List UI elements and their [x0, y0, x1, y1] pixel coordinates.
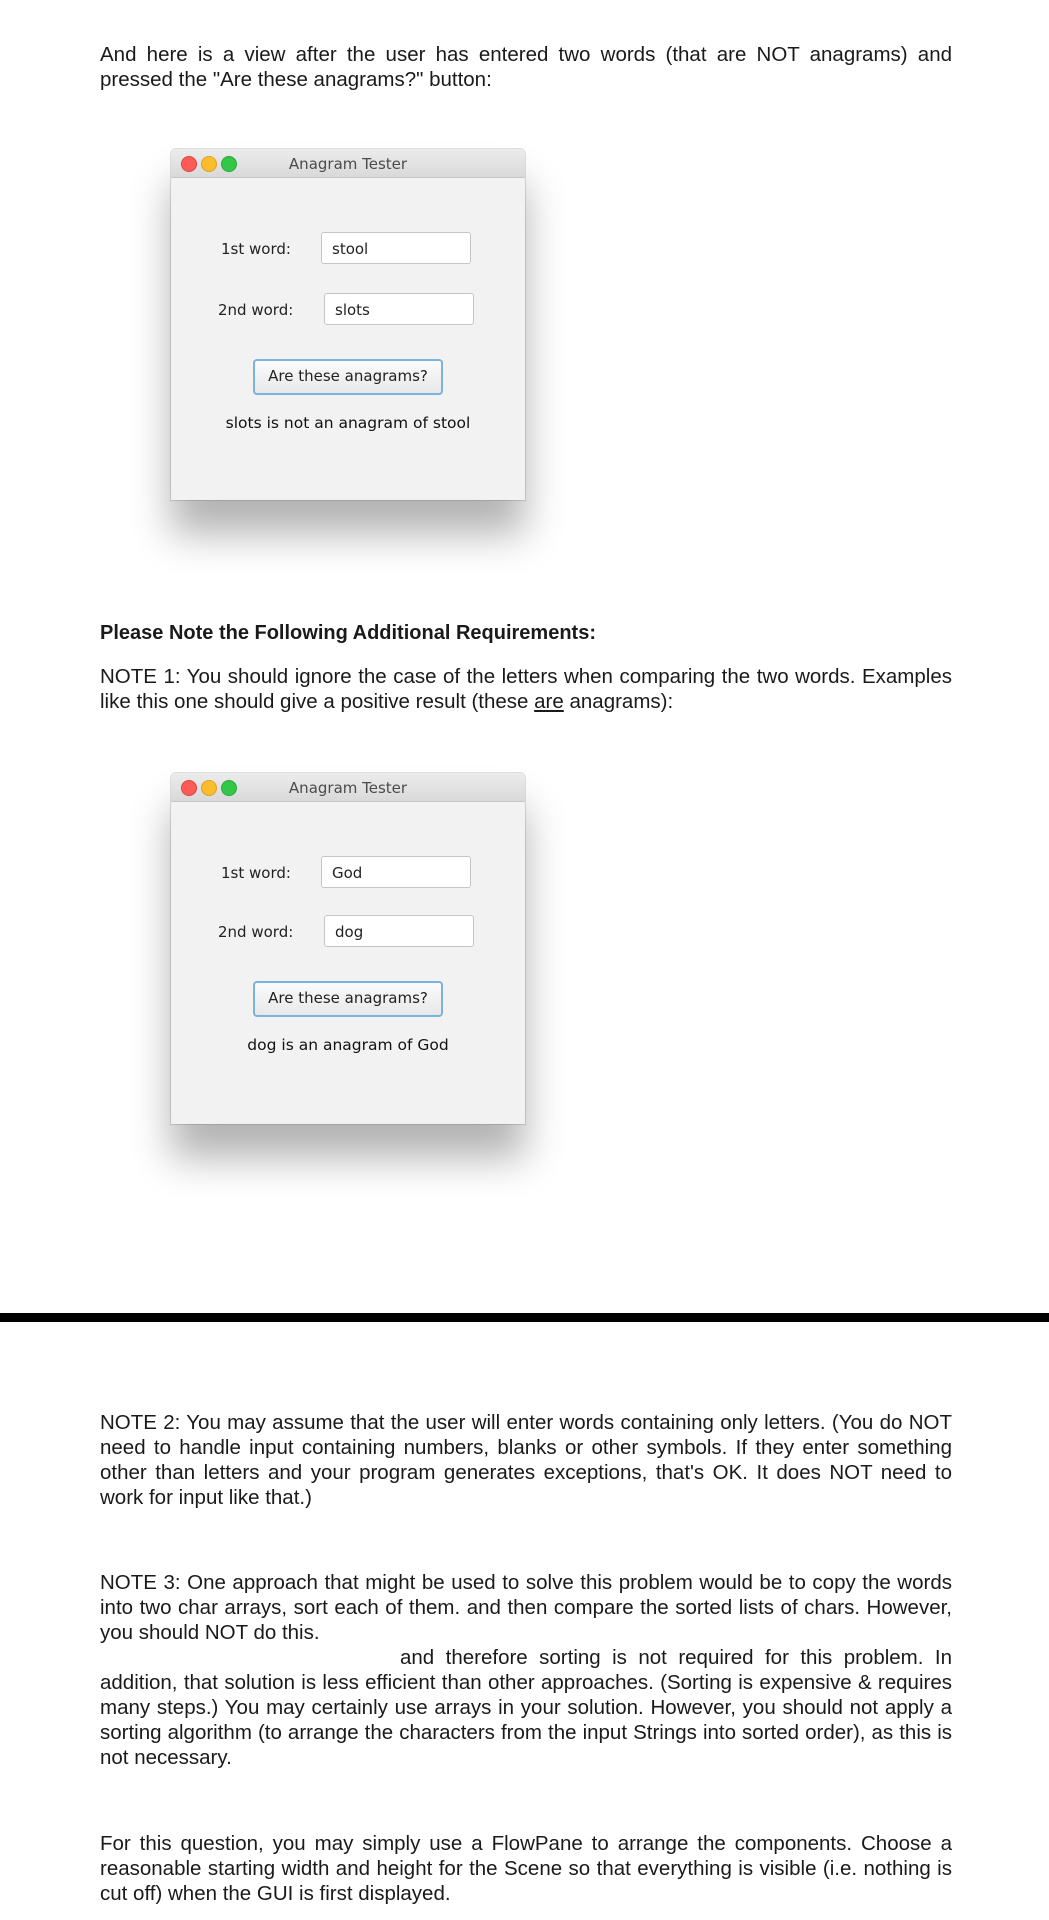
note-1-text-a: NOTE 1: You should ignore the case of the letters when comparing the two words. Examples like this one should give a positive result (these	[100, 665, 952, 713]
second-word-label: 2nd word:	[218, 923, 294, 941]
note-3-paragraph-a: NOTE 3: One approach that might be used to solve this problem would be to copy the words into two char arrays, sort each of them. and then compare the sorted lists of chars. However, you should NOT do this.	[100, 1571, 952, 1644]
first-word-field[interactable]: stool	[321, 232, 471, 264]
note-3-paragraph-b: and therefore sorting is not required for this problem. In addition, that solution is less efficient than other approaches. (Sorting is expensive & requires many steps.) You may certainly use arrays in your solution. However, you should not apply a sorting algorithm (to arrange the characters from the input Strings into sorted order), as this is not necessary.	[100, 1646, 952, 1769]
second-word-label: 2nd word:	[218, 301, 294, 319]
result-label: slots is not an anagram of stool	[225, 414, 471, 432]
anagram-tester-window-2	[171, 773, 525, 1124]
check-anagrams-button[interactable]: Are these anagrams?	[253, 981, 443, 1017]
final-paragraph: For this question, you may simply use a FlowPane to arrange the components. Choose a reasonable starting width and height for the Scene so that everything is visible (i.e. nothing is cut off) when the GUI is first displayed.	[100, 1832, 952, 1905]
check-anagrams-button[interactable]: Are these anagrams?	[253, 359, 443, 395]
first-word-label: 1st word:	[221, 240, 291, 258]
window-titlebar	[171, 149, 525, 178]
result-label: dog is an anagram of God	[247, 1036, 449, 1054]
note-1-paragraph	[100, 664, 952, 714]
intro-paragraph: And here is a view after the user has entered two words (that are NOT anagrams) and pressed the "Are these anagrams?" button:	[100, 43, 952, 91]
anagram-tester-window-1	[171, 149, 525, 500]
note-1-underlined: are	[534, 690, 564, 713]
page-divider	[0, 1313, 1049, 1322]
window-title: Anagram Tester	[288, 779, 408, 797]
window-title: Anagram Tester	[288, 155, 408, 173]
second-word-field[interactable]: dog	[324, 915, 474, 947]
note-2-paragraph: NOTE 2: You may assume that the user will enter words containing only letters. (You do NOT need to handle input containing numbers, blanks or other symbols. If they enter something other than letters and your program generates exceptions, that's OK. It does NOT need to work for input like that.)	[100, 1411, 952, 1509]
requirements-heading: Please Note the Following Additional Requirements:	[100, 622, 596, 644]
first-word-label: 1st word:	[221, 864, 291, 882]
second-word-field[interactable]: slots	[324, 293, 474, 325]
window-titlebar	[171, 773, 525, 802]
first-word-field[interactable]: God	[321, 856, 471, 888]
note-1-text-b: anagrams):	[563, 690, 674, 713]
